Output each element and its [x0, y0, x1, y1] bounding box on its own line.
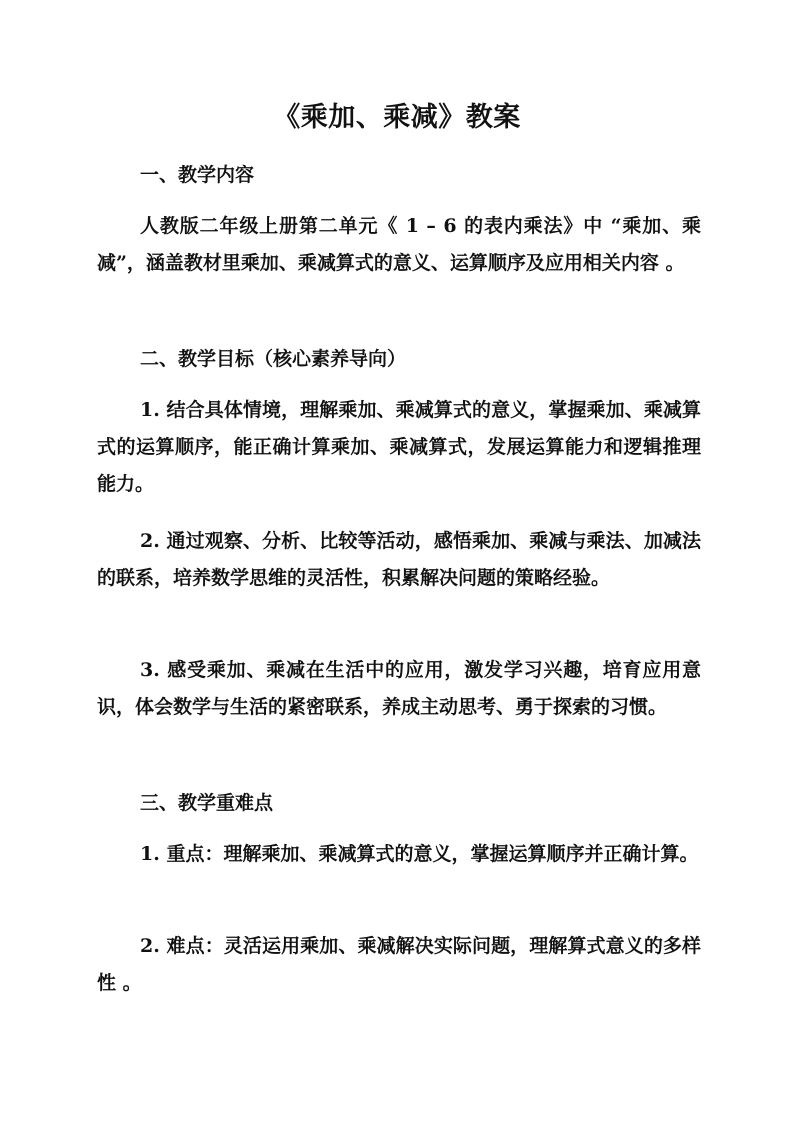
goal-item-3: 3. 感受乘加、乘减在生活中的应用，激发学习兴趣，培育应用意识，体会数学与生活的紧密联系，养成主动思考、勇于探索的习惯。	[97, 659, 701, 718]
section-heading-key-points: 三、教学重难点	[140, 792, 274, 814]
section-heading-content: 一、教学内容	[140, 164, 255, 186]
key-point-item-1: 1. 重点：理解乘加、乘减算式的意义，掌握运算顺序并正确计算。	[140, 843, 699, 865]
section-heading-goals: 二、教学目标（核心素养导向）	[140, 348, 407, 370]
goal-item-2: 2. 通过观察、分析、比较等活动，感悟乘加、乘减与乘法、加减法的联系，培养数学思维的灵活性，积累解决问题的策略经验。	[97, 530, 701, 589]
document-title: 《乘加、乘减》教案	[273, 102, 521, 133]
key-point-item-2: 2. 难点：灵活运用乘加、乘减解决实际问题，理解算式意义的多样性 。	[97, 935, 701, 994]
goal-item-1: 1. 结合具体情境，理解乘加、乘减算式的意义，掌握乘加、乘减算式的运算顺序，能正确计算乘加、乘减算式，发展运算能力和逻辑推理能力。	[97, 399, 701, 495]
content-paragraph: 人教版二年级上册第二单元《 1 – 6 的表内乘法》中 “乘加、乘减”，涵盖教材里乘加、乘减算式的意义、运算顺序及应用相关内容 。	[97, 215, 701, 274]
